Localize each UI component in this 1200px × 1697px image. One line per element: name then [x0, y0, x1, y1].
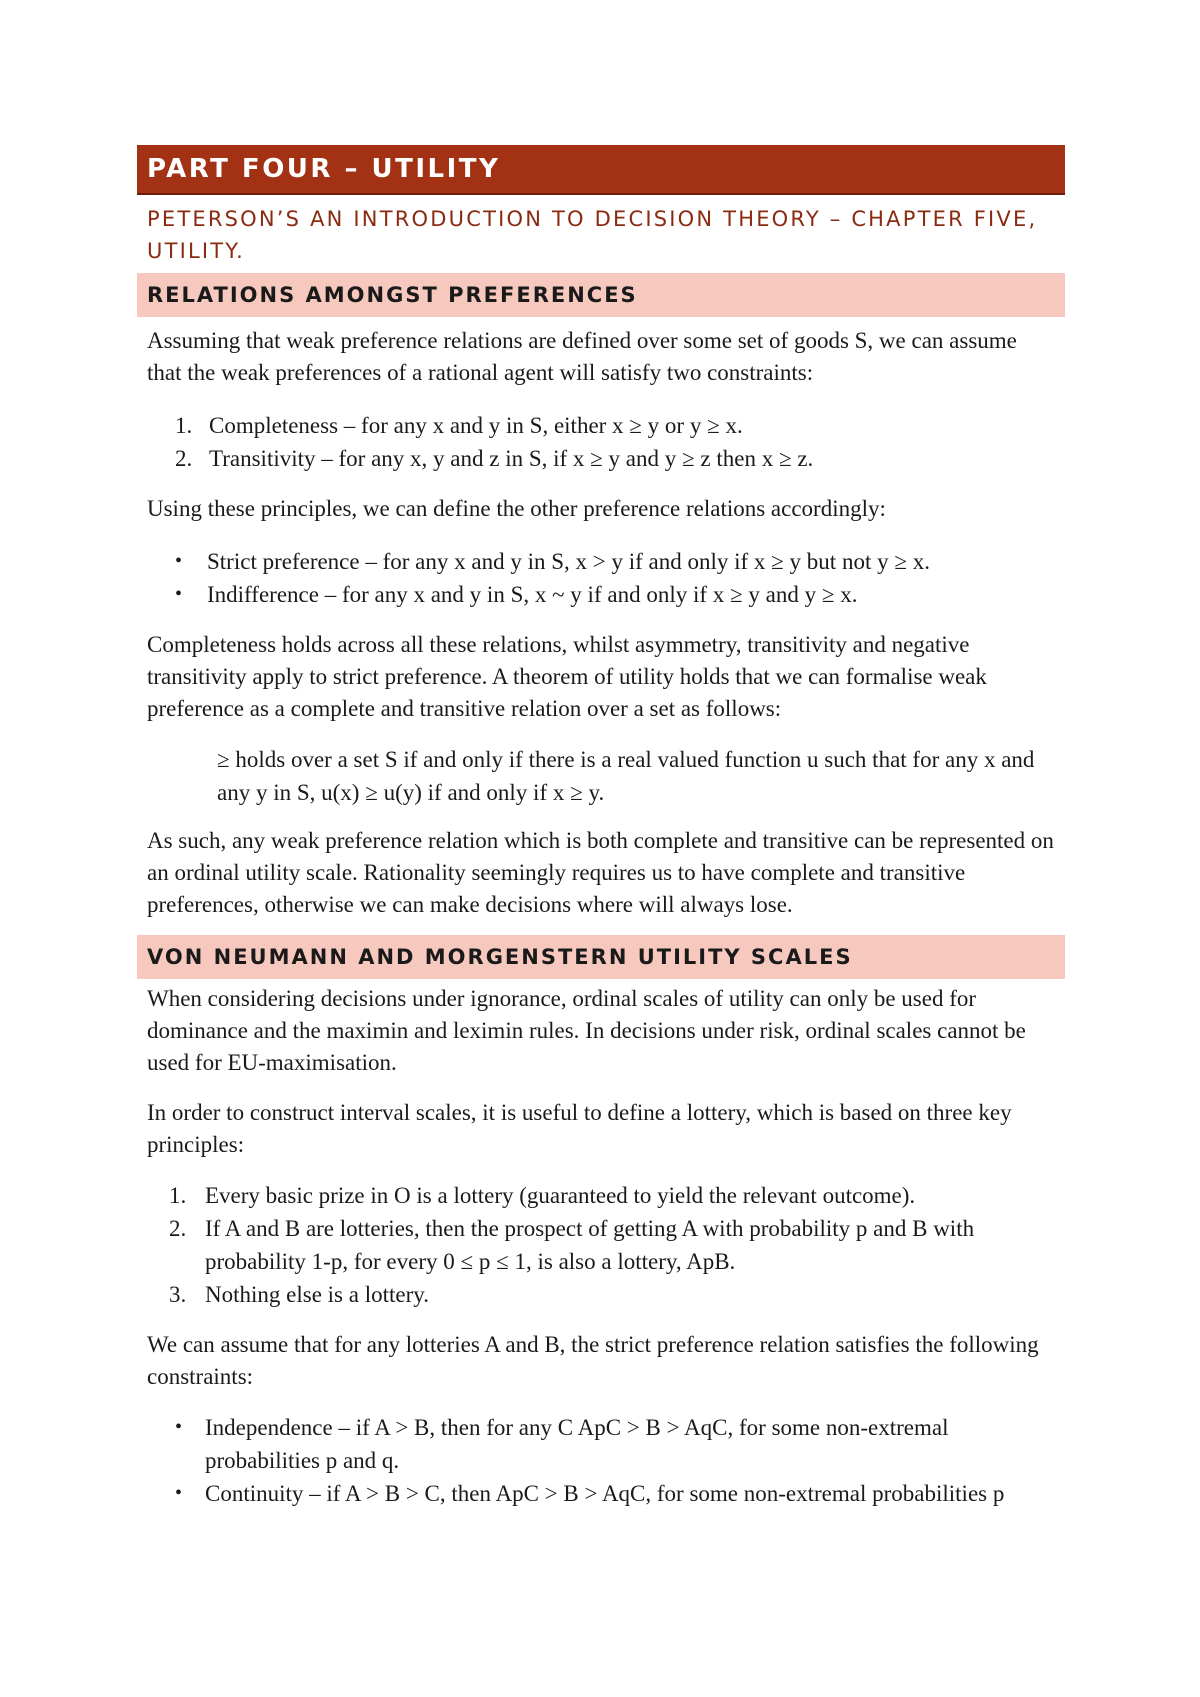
- list-item-text: Indifference – for any x and y in S, x ~ y if and only if x ≥ y and y ≥ x.: [207, 582, 858, 607]
- paragraph: As such, any weak preference relation which is both complete and transitive can be represented on an ordinal utility scale. Rationality seemingly requires us to have complete and transitive preferences, otherwise we can make decisions where will always lose.: [147, 828, 1054, 917]
- theorem-block: ≥ holds over a set S if and only if there is a real valued function u such that for any x and any y in S, u(x) ≥ u(y) if and only if x ≥ y.: [217, 747, 1035, 805]
- list-number: 2.: [175, 446, 193, 471]
- list-number: 3.: [169, 1282, 187, 1307]
- list-number: 1.: [169, 1183, 187, 1208]
- paragraph: We can assume that for any lotteries A and B, the strict preference relation satisfies the following constraints:: [147, 1332, 1039, 1389]
- section-heading-relations: RELATIONS AMONGST PREFERENCES: [137, 273, 1065, 317]
- list-item-text: If A and B are lotteries, then the prospect of getting A with probability p and B with probability 1-p, for every 0 ≤ p ≤ 1, is also a lottery, ApB.: [205, 1216, 975, 1274]
- list-number: 2.: [169, 1216, 187, 1241]
- bullet: •: [175, 1416, 183, 1438]
- list-item-text: Independence – if A > B, then for any C ApC > B > AqC, for some non-extremal probabilities p and q.: [205, 1415, 949, 1473]
- paragraph: Using these principles, we can define the other preference relations accordingly:: [147, 496, 886, 521]
- list-number: 1.: [175, 413, 193, 438]
- paragraph: Completeness holds across all these relations, whilst asymmetry, transitivity and negative transitivity apply to strict preference. A theorem of utility holds that we can formalise weak preference as a complete and transitive relation over a set as follows:: [147, 632, 987, 721]
- list-item: [137, 545, 1055, 578]
- paragraph: In order to construct interval scales, it is useful to define a lottery, which is based on three key principles:: [147, 1100, 1012, 1157]
- lottery-principles-list: [137, 1179, 1065, 1311]
- list-item: [137, 1179, 1055, 1212]
- constraints-list: [137, 409, 1065, 475]
- list-item: [137, 1477, 1055, 1510]
- bullet: •: [175, 550, 183, 572]
- axioms-list: [137, 1411, 1065, 1510]
- list-item: [137, 442, 1055, 475]
- list-item: [137, 1411, 1055, 1477]
- list-item-text: Transitivity – for any x, y and z in S, if x ≥ y and y ≥ z then x ≥ z.: [209, 446, 814, 471]
- paragraph: Assuming that weak preference relations are defined over some set of goods S, we can assume that the weak preferences of a rational agent will satisfy two constraints:: [147, 328, 1017, 385]
- chapter-subtitle: PETERSON’S AN INTRODUCTION TO DECISION THEORY – CHAPTER FIVE, UTILITY.: [147, 207, 1038, 263]
- list-item-text: Every basic prize in O is a lottery (guaranteed to yield the relevant outcome).: [205, 1183, 916, 1208]
- list-item: [137, 1278, 1055, 1311]
- part-title: PART FOUR – UTILITY: [137, 145, 1065, 195]
- list-item-text: Continuity – if A > B > C, then ApC > B > AqC, for some non-extremal probabilities p: [205, 1481, 1005, 1506]
- section-heading-vnm: VON NEUMANN AND MORGENSTERN UTILITY SCALES: [137, 935, 1065, 979]
- list-item-text: Nothing else is a lottery.: [205, 1282, 429, 1307]
- list-item: [137, 1212, 1055, 1278]
- paragraph: When considering decisions under ignorance, ordinal scales of utility can only be used for dominance and the maximin and leximin rules. In decisions under risk, ordinal scales cannot be used for EU-maximisation.: [147, 986, 1026, 1075]
- relations-list: [137, 545, 1065, 611]
- document-page: [137, 145, 1065, 1510]
- bullet: •: [175, 583, 183, 605]
- list-item: [137, 578, 1055, 611]
- list-item-text: Completeness – for any x and y in S, either x ≥ y or y ≥ x.: [209, 413, 743, 438]
- list-item-text: Strict preference – for any x and y in S, x > y if and only if x ≥ y but not y ≥ x.: [207, 549, 930, 574]
- list-item: [137, 409, 1055, 442]
- bullet: •: [175, 1482, 183, 1504]
